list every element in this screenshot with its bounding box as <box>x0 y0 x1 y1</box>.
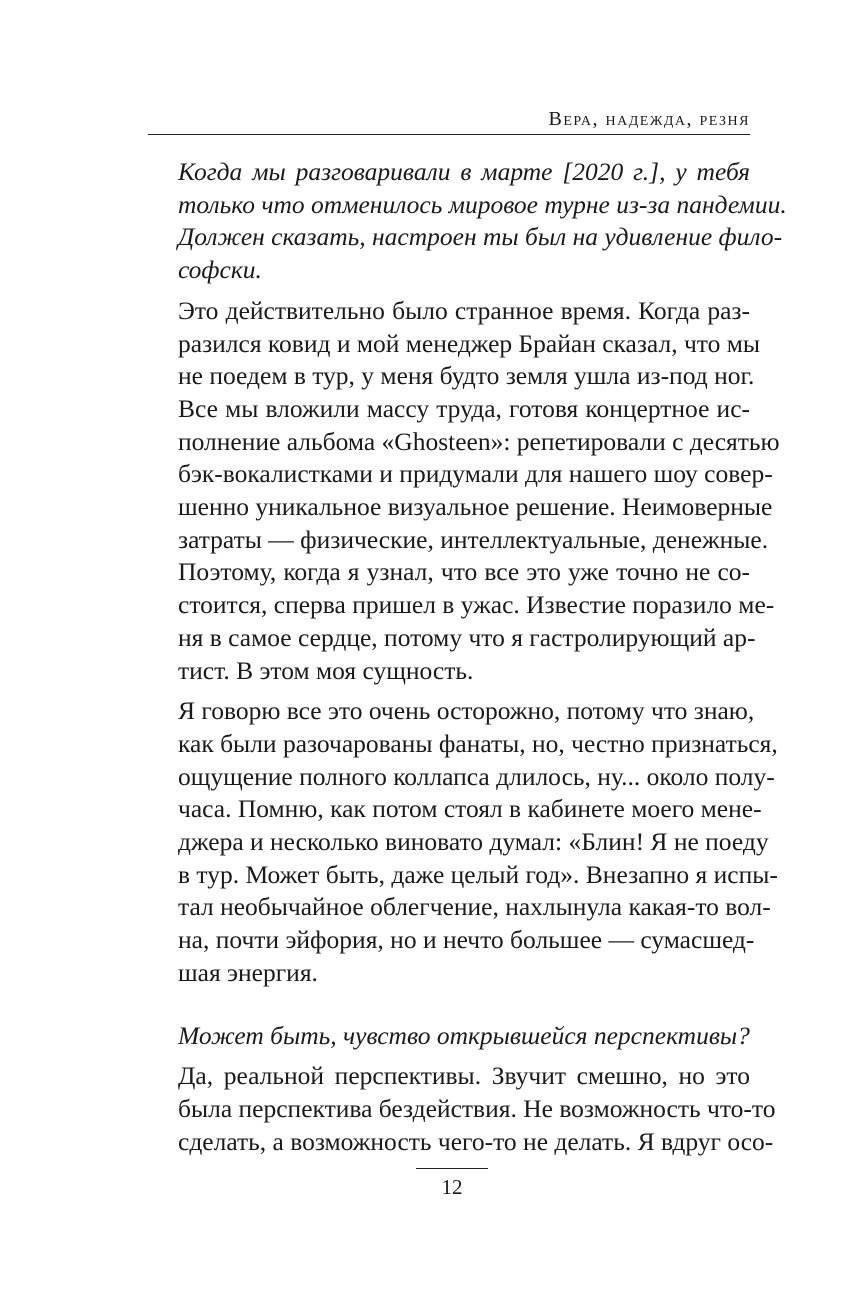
text-line: шая энергия. <box>178 957 318 987</box>
answer-paragraph <box>148 1060 776 1158</box>
folio-rule <box>416 1168 488 1169</box>
text-line: ня в самое сердце, потому что я гастролирующий ар- <box>178 622 756 652</box>
text-line: как были разочарованы фанаты, но, честно признаться, <box>178 728 778 758</box>
text-line: Когда мы разговаривали в марте [2020 г.], у тебя <box>178 157 750 186</box>
text-line: тист. В этом моя сущность. <box>178 655 474 685</box>
text-line: сделать, а возможность чего-то не делать. Я вдруг осо- <box>178 1126 774 1156</box>
text-line: Я говорю все это очень осторожно, потому что знаю, <box>178 696 755 726</box>
text-line: тал необычайное облегчение, нахлынула какая-то вол- <box>178 892 771 922</box>
text-line: полнение альбома «Ghosteen»: репетировали с десятью <box>178 426 780 456</box>
text-line: бэк-вокалистками и придумали для нашего шоу совер- <box>178 459 773 489</box>
body-text <box>148 156 787 1158</box>
text-line: стоится, сперва пришел в ужас. Известие поразило ме- <box>178 590 775 620</box>
text-line: Может быть, чувство открывшейся перспективы? <box>178 1020 750 1050</box>
text-line: только что отменилось мировое турне из-за пандемии. <box>178 189 787 219</box>
text-line: джера и несколько виновато думал: «Блин! Я не поеду <box>178 827 769 857</box>
text-line: шенно уникальное визуальное решение. Неимоверные <box>178 492 773 522</box>
question-paragraph <box>148 1020 750 1053</box>
text-line: затраты — физические, интеллектуальные, денежные. <box>178 524 769 554</box>
text-line: Да, реальной перспективы. Звучит смешно, но это <box>178 1061 750 1091</box>
header-rule <box>148 134 750 135</box>
running-head: Вера, надежда, резня <box>548 108 750 130</box>
text-line: разился ковид и мой менеджер Брайан сказал, что мы <box>178 328 760 358</box>
page-number: 12 <box>441 1175 463 1199</box>
question-paragraph <box>148 156 787 287</box>
text-line: в тур. Может быть, даже целый год». Внезапно я испы- <box>178 859 778 889</box>
text-line: часа. Помню, как потом стоял в кабинете моего мене- <box>178 794 762 824</box>
text-line: софски. <box>178 255 262 285</box>
text-line: Должен сказать, настроен ты был на удивление фило- <box>178 222 783 252</box>
text-line: Поэтому, когда я узнал, что все это уже точно не со- <box>178 557 750 587</box>
text-line: ощущение полного коллапса длилось, ну... около полу- <box>178 761 775 791</box>
answer-paragraph <box>148 695 778 989</box>
text-line: Все мы вложили массу труда, готовя концертное ис- <box>178 393 750 423</box>
text-line: не поедем в тур, у меня будто земля ушла из-под ног. <box>178 361 755 391</box>
text-line: Это действительно было странное время. Когда раз- <box>178 295 750 325</box>
text-line: на, почти эйфория, но и нечто большее — сумасшед- <box>178 925 755 955</box>
text-line: была перспектива бездействия. Не возможность что-то <box>178 1093 776 1123</box>
answer-paragraph <box>148 295 780 687</box>
